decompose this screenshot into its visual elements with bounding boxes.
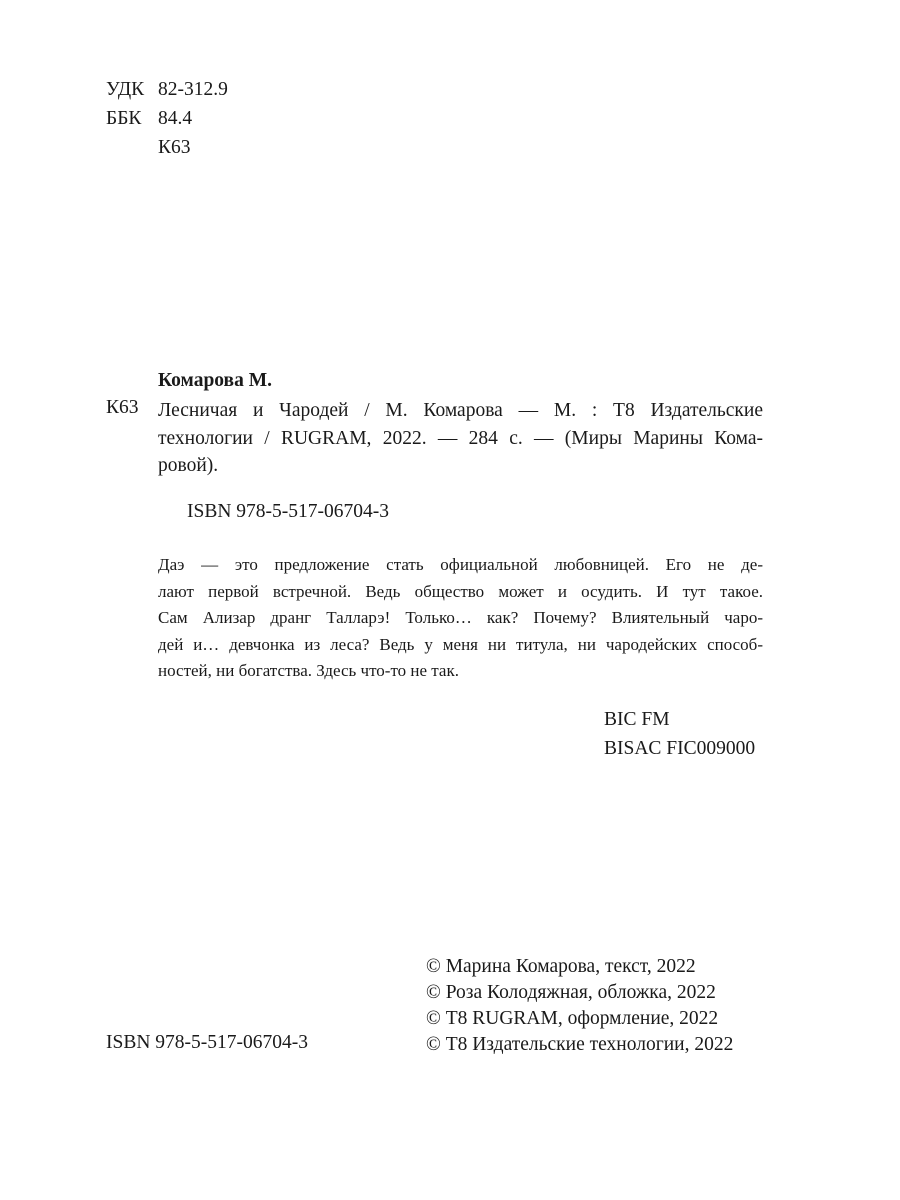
udk-row — [106, 75, 228, 104]
bisac-code: BISAC FIC009000 — [604, 738, 756, 759]
author-name: Комарова М. — [158, 370, 272, 391]
biblio-line: ровой). — [158, 455, 219, 476]
bic-code: BIC FM — [604, 709, 670, 730]
copyright-line: © Т8 RUGRAM, оформление, 2022 — [426, 1008, 719, 1029]
udk-label: УДК — [106, 79, 145, 100]
record-isbn: ISBN 978-5-517-06704-3 — [187, 501, 390, 522]
copyright-line: © Роза Колодяжная, обложка, 2022 — [426, 982, 716, 1003]
copyright-line: © Т8 Издательские технологии, 2022 — [426, 1034, 734, 1055]
biblio-line: технологии / RUGRAM, 2022. — 284 с. — (Миры Марины Кома- — [158, 427, 763, 449]
record-author-mark: К63 — [106, 397, 139, 418]
bbk-label: ББК — [106, 108, 142, 129]
bibliographic-description — [158, 397, 763, 480]
udk-value: 82-312.9 — [158, 79, 228, 100]
bbk-row — [106, 104, 228, 133]
footer-isbn: ISBN 978-5-517-06704-3 — [106, 1032, 309, 1053]
annotation-line: ностей, ни богатства. Здесь что-то не так. — [158, 661, 459, 680]
annotation-line: Даэ — это предложение стать официальной любовницей. Его не де- — [158, 555, 763, 574]
subject-codes — [604, 705, 755, 763]
copyright-line: © Марина Комарова, текст, 2022 — [426, 956, 696, 977]
biblio-line: Лесничая и Чародей / М. Комарова — М. : Т8 Издательские — [158, 400, 763, 421]
annotation-line: дей и… девчонка из леса? Ведь у меня ни титула, ни чародейских способ- — [158, 634, 763, 654]
annotation-line: лают первой встречной. Ведь общество может и осудить. И тут такое. — [158, 581, 763, 601]
author-mark-code: К63 — [158, 137, 191, 158]
annotation — [158, 552, 763, 685]
copyright-block — [426, 954, 733, 1058]
bbk-value: 84.4 — [158, 108, 193, 129]
author-mark-row — [106, 133, 228, 162]
annotation-line: Сам Ализар дранг Талларэ! Только… как? Почему? Влиятельный чаро- — [158, 608, 763, 627]
classification-codes — [106, 75, 228, 162]
